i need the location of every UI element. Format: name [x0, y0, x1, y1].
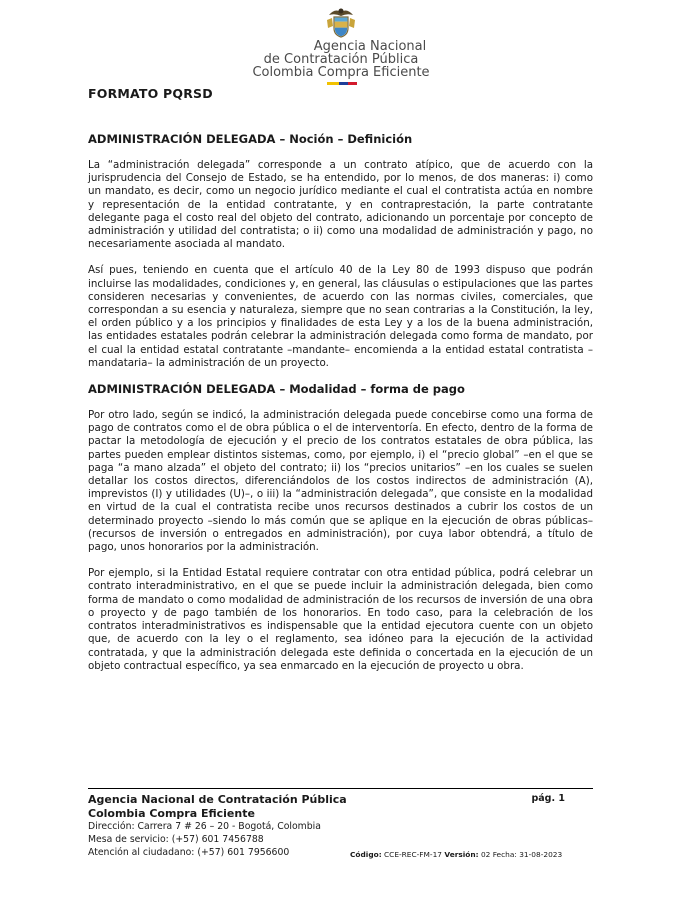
code-label: Código: — [350, 850, 382, 859]
agency-line-2: de Contratación Pública — [263, 52, 419, 67]
date-value: 31-08-2023 — [519, 850, 563, 859]
footer-org-line-2: Colombia Compra Eficiente — [88, 807, 255, 820]
agency-line-3: Colombia Compra Eficiente — [252, 65, 430, 80]
colombia-coat-of-arms-icon — [323, 6, 359, 40]
page-footer — [88, 788, 593, 859]
section-1-paragraph-1: La “administración delegada” corresponde a un contrato atípico, que de acuerdo con la jurisprudencia del Consejo de Estado, se ha entendido, por lo menos, de dos maneras: i) como un mandato, es decir, como un negocio jurídico mediante el cual el contratista actúa en nombre y representación de la entidad contratante, y en contraprestación, la parte contratante delegante paga el costo real del objeto del contrato, adicionando un porcentaje por concepto de administración y utilidad del contratista; o ii) como una modalidad de administración y pago, no necesariamente asociada al mandato. — [88, 159, 593, 251]
section-1-title: ADMINISTRACIÓN DELEGADA – Noción – Definición — [88, 132, 413, 146]
footer-divider — [88, 788, 593, 789]
section-2-paragraph-2: Por ejemplo, si la Entidad Estatal requiere contratar con otra entidad pública, podrá celebrar un contrato interadministrativo, en el que se puede incluir la administración delegada, bien como forma de mandato o como modalidad de administración de los recursos de inversión de una obra o proyecto y de pago también de los honorarios. En todo caso, para la celebración de los contratos interadministrativos es indispensable que la entidad ejecutora cuente con un objeto que, de acuerdo con la ley o el reglamento, sea idóneo para la ejecución de la actividad contratada, y que la administración delegada este definida o concertada en la ejecución de un objeto contractual específico, ya sea enmarcado en la ejecución de proyecto u obra. — [88, 567, 593, 672]
footer-org-line-1 — [88, 793, 593, 806]
page-number: pág. 1 — [531, 793, 565, 804]
colombia-flag-stripe — [327, 82, 357, 85]
footer-service-desk: Mesa de servicio: (+57) 601 7456788 — [88, 834, 264, 845]
code-value: CCE-REC-FM-17 — [384, 850, 443, 859]
version-value: 02 — [480, 850, 491, 859]
footer-citizen-line: Atención al ciudadano: (+57) 601 7956600 — [88, 847, 290, 858]
footer-address: Dirección: Carrera 7 # 26 – 20 - Bogotá, Colombia — [88, 821, 321, 832]
agency-name — [0, 40, 682, 79]
section-1-paragraph-2: Así pues, teniendo en cuenta que el artículo 40 de la Ley 80 de 1993 dispuso que podrán incluirse las modalidades, condiciones y, en general, las cláusulas o estipulaciones que las partes consideren necesarias y convenientes, de acuerdo con las normas civiles, comerciales, que correspondan a su esencia y naturaleza, siempre que no sean contrarias a la Constitución, la ley, el orden público y a los principios y finalidades de esta Ley y a los de la buena administración, las entidades estatales podrán celebrar la administración delegada como forma de mandato, por el cual la entidad estatal contratante –mandante– encomienda a la entidad estatal contratista –mandataria– la administración de un proyecto. — [88, 264, 593, 369]
date-label: Fecha: — [492, 850, 517, 859]
footer-document-code — [350, 850, 562, 859]
footer-org-name: Agencia Nacional de Contratación Pública — [88, 793, 347, 806]
section-2-title: ADMINISTRACIÓN DELEGADA – Modalidad – forma de pago — [88, 382, 465, 397]
section-2-paragraph-1: Por otro lado, según se indicó, la administración delegada puede concebirse como una forma de pago de contratos como el de obra pública o el de interventoría. En efecto, dentro de la forma de pactar la metodología de ejecución y el precio de los contratos estatales de obra pública, las partes pueden emplear distintos sistemas, como, por ejemplo, i) el “precio global” –en el que se paga “a mano alzada” el objeto del contrato; ii) los “precios unitarios” –en los cuales se suelen detallar los costos directos, diferenciándolos de los costos indirectos de administración (A), imprevistos (I) y utilidades (U)–, o iii) la “administración delegada”, que consiste en la modalidad en virtud de la cual el contratista recibe unos recursos destinados a cubrir los costos de un determinado proyecto –siendo lo más común que se aplique en la ejecución de obras públicas– (recursos de inversión o entregados en administración), por cuya labor obtendrá, a título de pago, unos honorarios por la administración. — [88, 409, 593, 554]
document-title: FORMATO PQRSD — [88, 86, 213, 101]
page-header — [0, 6, 682, 85]
agency-line-1: Agencia Nacional — [313, 39, 427, 54]
version-label: Versión: — [444, 850, 479, 859]
document-body — [88, 86, 593, 673]
